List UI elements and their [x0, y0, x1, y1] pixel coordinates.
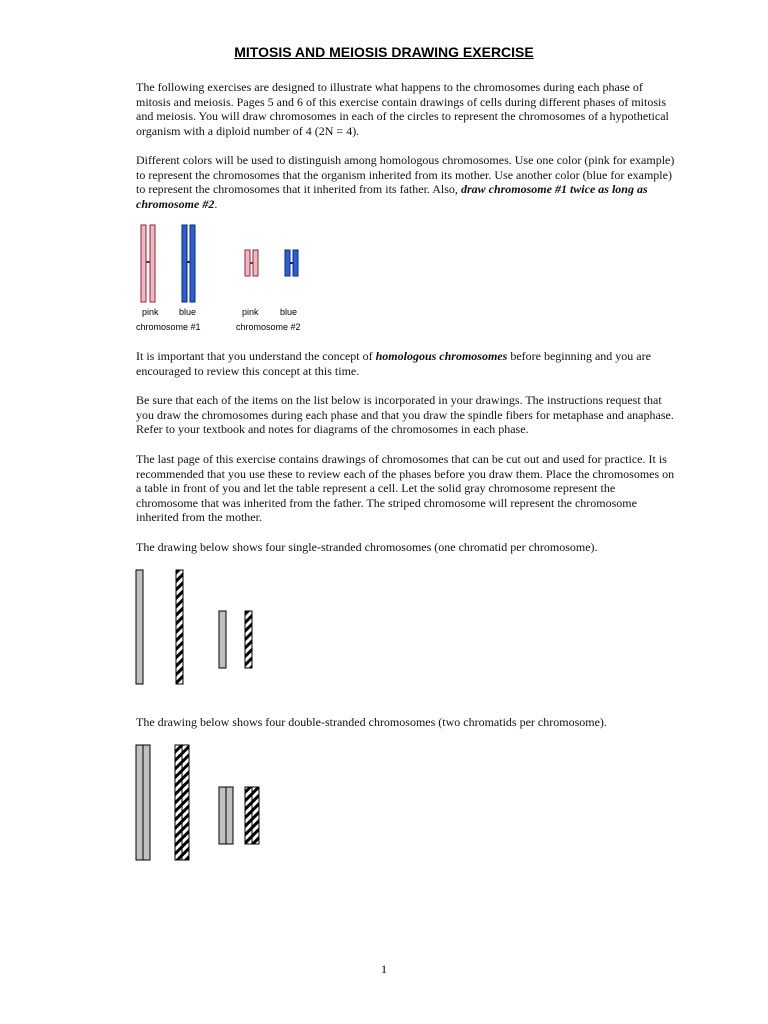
single-stranded-caption: The drawing below shows four single-stranded chromosomes (one chromatid per chromosome).	[136, 540, 598, 554]
double-gray-long-chromosome	[136, 745, 150, 860]
label-blue-2: blue	[280, 307, 298, 317]
intro-paragraph: The following exercises are designed to illustrate what happens to the chromosomes during each phase of mitosis and meiosis. Pages 5 and 6 of this exercise contain drawings of cells during different phases of mitosis and meiosis. You will draw chromosomes in each of the circles to represent the chromosomes of a hypothetical organism with a diploid number of 4 (2N = 4).	[136, 80, 669, 138]
page-title: MITOSIS AND MEIOSIS DRAWING EXERCISE	[234, 44, 534, 60]
label-blue-1: blue	[179, 307, 197, 317]
homologous-before: It is important that you understand the concept of	[136, 349, 376, 363]
colors-text: Different colors will be used to distinguish among homologous chromosomes. Use one color (pink for example) to represent the chromosomes that the organism inherited from its mother. Use another color (blue for example) to represent the chromosomes that it inherited from its father. Also,	[136, 153, 675, 197]
double-gray-short-chromosome	[219, 787, 233, 844]
label-pink-2: pink	[242, 307, 259, 317]
label-chromosome-1: chromosome #1	[136, 322, 201, 332]
blue-chromosome-1	[182, 225, 195, 302]
last-page-paragraph: The last page of this exercise contains drawings of chromosomes that can be cut out and used for practice. It is recommended that you use these to review each of the phases before you draw them. Place the chromosomes on a table in front of you and let the table represent a cell. Let the solid gray chromosome represent the chromosome that was inherited from the father. The striped chromosome will represent the chromosome inherited from the mother.	[136, 452, 675, 525]
single-gray-long-chromosome	[136, 570, 143, 684]
double-striped-short-chromosome	[245, 787, 259, 844]
homologous-after: before beginning and you are encouraged to review this concept at this time.	[136, 349, 651, 378]
homologous-paragraph	[136, 349, 676, 378]
double-striped-long-chromosome	[175, 745, 189, 860]
items-paragraph: Be sure that each of the items on the list below is incorporated in your drawings. The instructions request that you draw the chromosomes during each phase and that you draw the spindle fibers for metaphase and anaphase. Refer to your textbook and notes for diagrams of the chromosomes in each phase.	[136, 393, 674, 437]
label-chromosome-2: chromosome #2	[236, 322, 301, 332]
homologous-emphasis: homologous chromosomes	[375, 349, 508, 363]
pink-chromosome-1	[141, 225, 155, 302]
blue-chromosome-2	[285, 250, 298, 276]
label-pink-1: pink	[142, 307, 159, 317]
single-striped-short-chromosome	[245, 611, 252, 668]
double-stranded-caption: The drawing below shows four double-stranded chromosomes (two chromatids per chromosome).	[136, 715, 607, 729]
page-number: 1	[381, 962, 387, 976]
single-gray-short-chromosome	[219, 611, 226, 668]
single-striped-long-chromosome	[176, 570, 183, 684]
colors-end: .	[214, 196, 218, 211]
pink-chromosome-2	[245, 250, 258, 276]
colors-emphasis: draw chromosome #1 twice as long as chromosome #2	[136, 182, 648, 211]
